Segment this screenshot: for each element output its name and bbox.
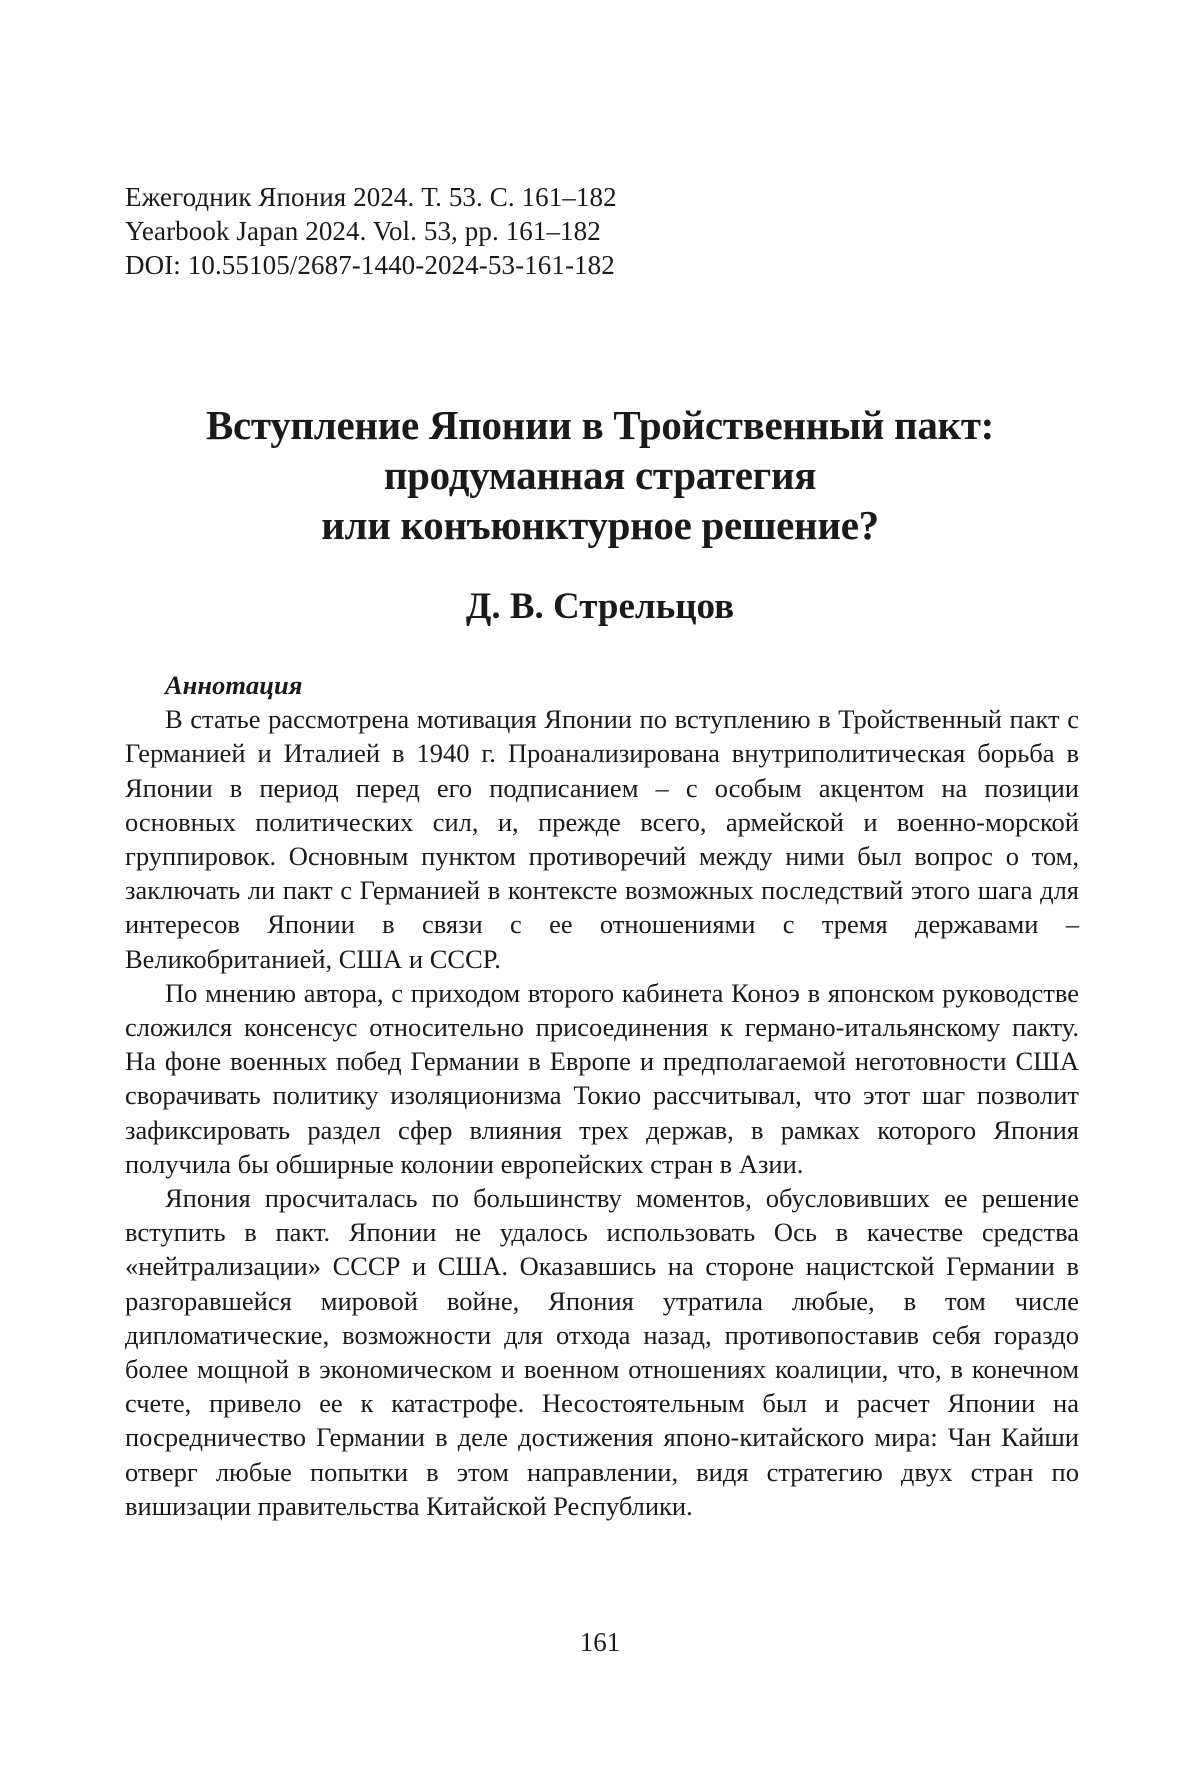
doi: DOI: 10.55105/2687-1440-2024-53-161-182 xyxy=(125,248,617,282)
abstract-paragraph-3: Япония просчиталась по большинству моментов, обусловивших ее решение вступить в пакт. Японии не удалось использовать Ось в качестве средства «нейтрализации» СССР и США. Оказавшись на стороне нацистской Германии в разгоравшейся мировой войне, Япония утратила любые, в том числе дипломатические, возможности для отхода назад, противопоставив себя гораздо более мощной в экономическом и военном отношениях коалиции, что, в конечном счете, привело ее к катастрофе. Несостоятельным был и расчет Японии на посредничество Германии в деле достижения японо-китайского мира: Чан Кайши отверг любые попытки в этом направлении, видя стратегию двух стран по вишизации правительства Китайской Республики. xyxy=(125,1181,1079,1523)
publication-metadata xyxy=(125,180,617,282)
article-title xyxy=(120,400,1080,550)
abstract xyxy=(125,668,1079,1523)
paper-page xyxy=(0,0,1200,1780)
abstract-paragraph-2: По мнению автора, с приходом второго кабинета Коноэ в японском руководстве сложился консенсус относительно присоединения к германо-итальянскому пакту. На фоне военных побед Германии в Европе и предполагаемой неготовности США сворачивать политику изоляционизма Токио рассчитывал, что этот шаг позволит зафиксировать раздел сфер влияния трех держав, в рамках которого Япония получила бы обширные колонии европейских стран в Азии. xyxy=(125,976,1079,1181)
author-name: Д. В. Стрельцов xyxy=(120,585,1080,629)
title-line-2: продуманная стратегия xyxy=(120,450,1080,500)
abstract-paragraph-1: В статье рассмотрена мотивация Японии по вступлению в Тройственный пакт с Германией и Италией в 1940 г. Проанализирована внутриполитическая борьба в Японии в период перед его подписанием – с особым акцентом на позиции основных политических сил, и, прежде всего, армейской и военно-морской группировок. Основным пунктом противоречий между ними был вопрос о том, заключать ли пакт с Германией в контексте возможных последствий этого шага для интересов Японии в связи с ее отношениями с тремя державами – Великобританией, США и СССР. xyxy=(125,702,1079,976)
citation-ru: Ежегодник Япония 2024. Т. 53. С. 161–182 xyxy=(125,180,617,214)
title-line-3: или конъюнктурное решение? xyxy=(120,500,1080,550)
title-line-1: Вступление Японии в Тройственный пакт: xyxy=(120,400,1080,450)
abstract-heading: Аннотация xyxy=(125,668,1079,702)
page-number: 161 xyxy=(0,1625,1200,1659)
citation-en: Yearbook Japan 2024. Vol. 53, pp. 161–182 xyxy=(125,214,617,248)
